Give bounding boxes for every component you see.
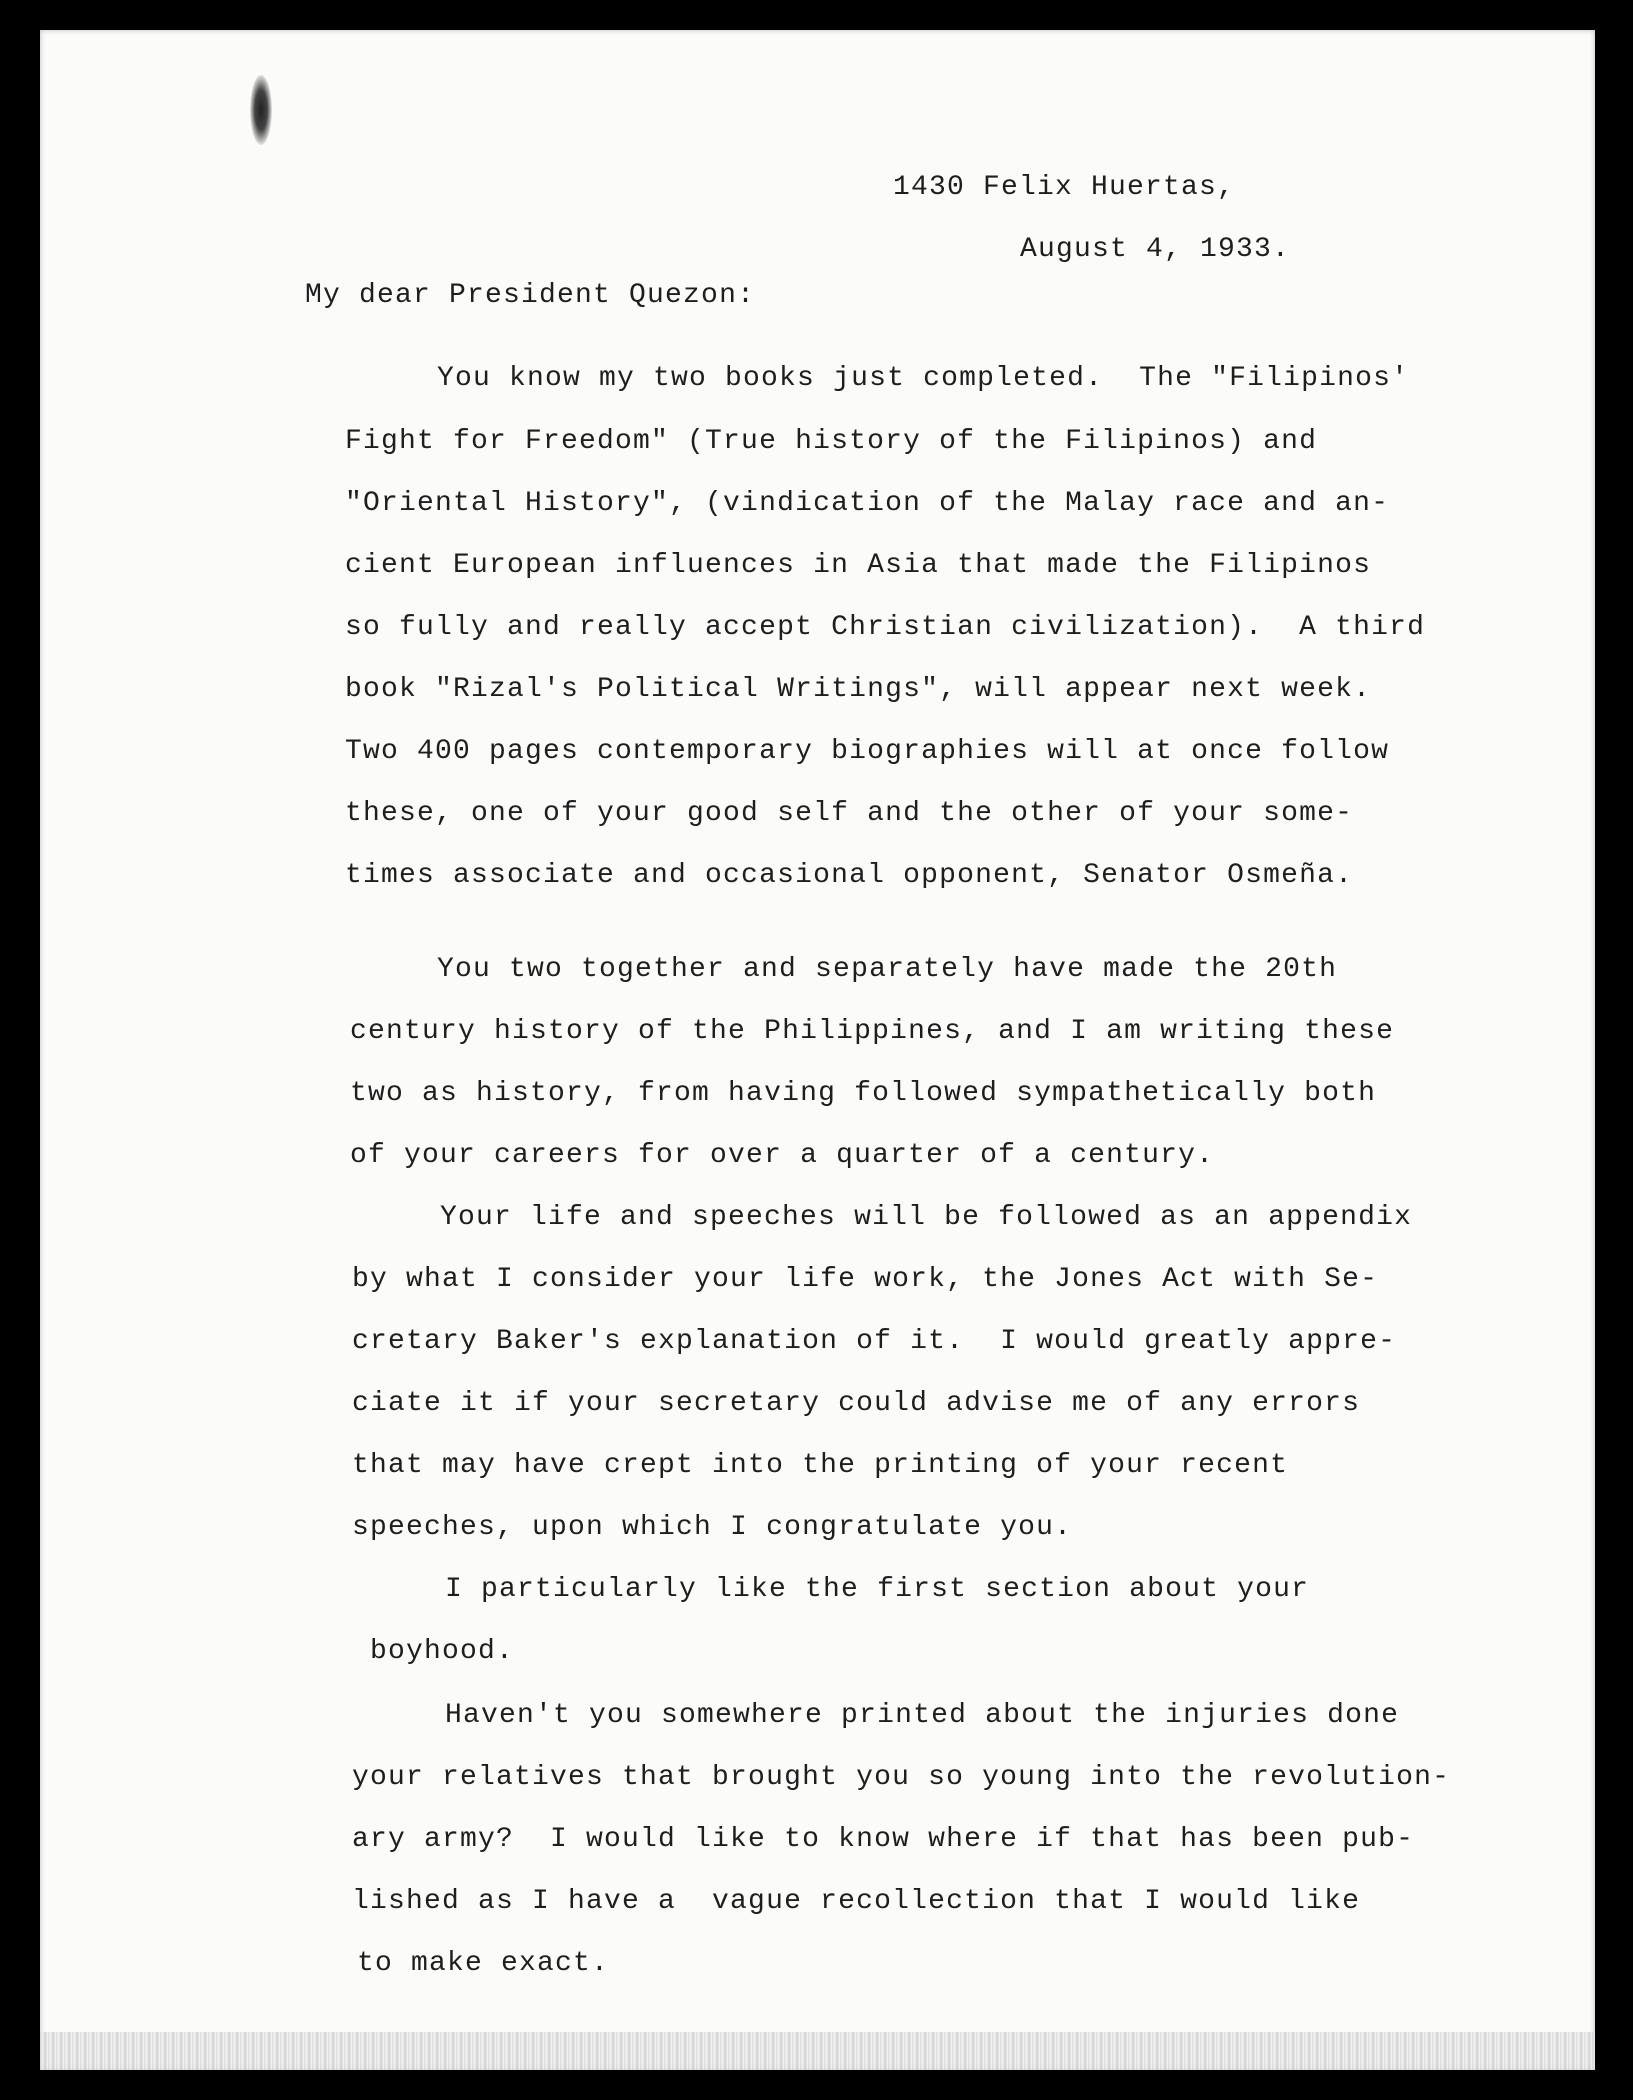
paragraph-3-line-4: ciate it if your secretary could advise me of any errors — [352, 1388, 1361, 1419]
paragraph-3-line-6: speeches, upon which I congratulate you. — [352, 1512, 1073, 1543]
paragraph-1-line-7: Two 400 pages contemporary biographies will at once follow — [345, 736, 1390, 767]
paragraph-2-line-3: two as history, from having followed sympathetically both — [350, 1078, 1377, 1109]
paragraph-1-line-3: "Oriental History", (vindication of the Malay race and an- — [345, 488, 1390, 519]
paragraph-1-line-5: so fully and really accept Christian civilization). A third — [345, 612, 1426, 643]
paragraph-5-line-3: ary army? I would like to know where if that has been pub- — [352, 1824, 1415, 1855]
paragraph-1-line-2: Fight for Freedom" (True history of the Filipinos) and — [345, 426, 1318, 457]
paragraph-1-line-8: these, one of your good self and the other of your some- — [345, 798, 1354, 829]
paragraph-5-line-1: Haven't you somewhere printed about the injuries done — [445, 1700, 1400, 1731]
paragraph-2-line-4: of your careers for over a quarter of a century. — [350, 1140, 1215, 1171]
paragraph-5-line-2: your relatives that brought you so young into the revolution- — [352, 1762, 1451, 1793]
paragraph-1-line-9: times associate and occasional opponent, Senator Osmeña. — [345, 860, 1354, 891]
paragraph-5-line-5: to make exact. — [357, 1948, 610, 1979]
scan-edge-noise — [40, 2032, 1595, 2070]
paragraph-3-line-2: by what I consider your life work, the Jones Act with Se- — [352, 1264, 1379, 1295]
paragraph-4-line-1: I particularly like the first section about your — [445, 1574, 1310, 1605]
paragraph-3-line-3: cretary Baker's explanation of it. I would greatly appre- — [352, 1326, 1397, 1357]
paragraph-1-line-4: cient European influences in Asia that made the Filipinos — [345, 550, 1372, 581]
paragraph-3-line-1: Your life and speeches will be followed as an appendix — [440, 1202, 1413, 1233]
ink-smudge — [250, 75, 272, 145]
paragraph-1-line-1: You know my two books just completed. The "Filipinos' — [437, 363, 1410, 394]
paragraph-5-line-4: lished as I have a vague recollection that I would like — [352, 1886, 1361, 1917]
letter-date: August 4, 1933. — [1020, 234, 1291, 265]
paragraph-1-line-6: book "Rizal's Political Writings", will appear next week. — [345, 674, 1372, 705]
address-street: 1430 Felix Huertas, — [893, 172, 1236, 203]
salutation: My dear President Quezon: — [305, 280, 756, 311]
paragraph-2-line-2: century history of the Philippines, and I am writing these — [350, 1016, 1395, 1047]
paragraph-3-line-5: that may have crept into the printing of your recent — [352, 1450, 1289, 1481]
paragraph-2-line-1: You two together and separately have made the 20th — [437, 954, 1338, 985]
paragraph-4-line-2: boyhood. — [370, 1636, 515, 1667]
